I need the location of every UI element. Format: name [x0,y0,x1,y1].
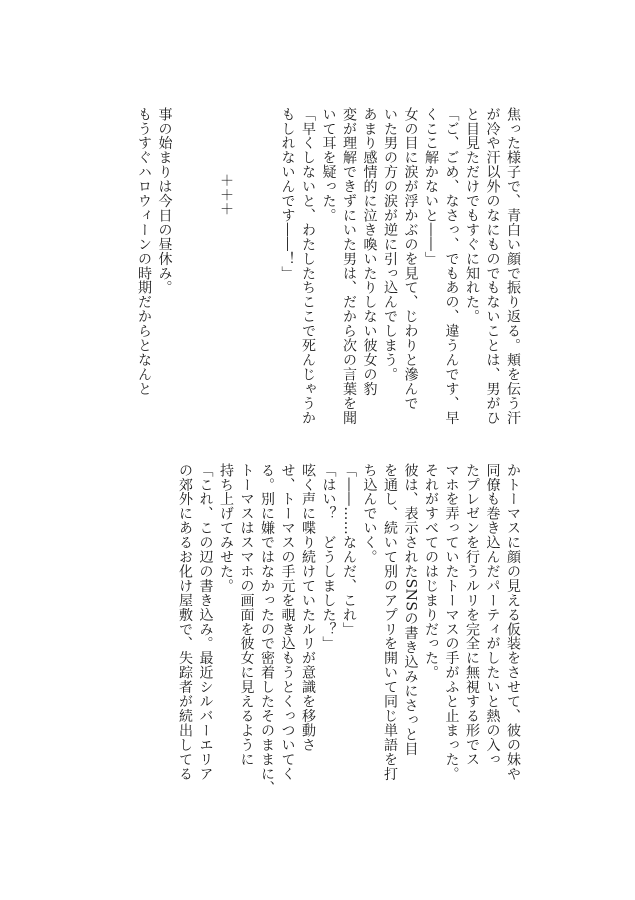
text-line: かトーマスに顔の見える仮装をさせて、彼の妹や [505,463,521,781]
text-line: 彼は、表示されたSNSの書き込みにさっと目 [402,463,419,756]
text-line: 呟く声に喋り続けていたルリが意識を移動さ [300,463,316,752]
text-line: せ、トーマスの手元を覗き込もうとくっついてく [279,463,296,781]
text-line: トーマスはスマホの画面を彼女に見えるように [238,463,255,767]
text-line: ち込んでいく。 [361,463,378,565]
text-line: マホを弄っていたトーマスの手がふと止まった。 [443,463,460,781]
text-line: 持ち上げてみせた。 [218,463,234,594]
blank-line [236,107,257,439]
text-line: あまり感情的に泣き喚いたりしない彼女の豹 [361,107,378,396]
text-line: 「――……なんだ、これ」 [341,463,357,637]
text-line: 「これ、この辺の書き込み。最近シルバーエリア [197,463,214,781]
text-line: くここ解かないと――」 [423,107,439,266]
text-line: 焦った様子で、青白い顔で振り返る。頬を伝う汗 [505,107,521,425]
text-line: もしれないんです――！」 [279,107,296,281]
text-line: 「ご、ごめ、なさっ、でもあの、違うんです、早 [443,107,460,425]
text-line: たプレゼンを行うルリを完全に無視する形でス [464,463,480,767]
text-line: いて耳を疑った。 [320,107,337,223]
text-line: る。別に嫌ではなかったので密着したそのままに、 [259,463,275,796]
upper-text-block [134,107,524,439]
text-line: 「はい？ どうしました？」 [320,463,337,651]
lower-text-block [175,463,524,795]
text-line: 「早くしないと、わたしたちここで死んじゃうか [300,107,316,425]
text-line: の郊外にあるお化け屋敷で、失踪者が続出してる [177,463,193,781]
text-line: を通し、続いて別のアプリを開いて同じ単語を打 [382,463,398,781]
text-line: 事の始まりは今日の昼休み。 [156,107,173,295]
blank-line [195,107,216,439]
text-line: 同僚も巻き込んだパーティがしたいと熱の入っ [484,463,501,767]
blank-line [175,107,196,439]
blank-line [257,107,278,439]
text-line: 変が理解できずにいた男は、だから次の言葉を聞 [341,107,357,425]
text-line: と目見ただけでもすぐに知れた。 [464,107,480,324]
scene-break: ＋＋＋ [218,173,234,217]
text-line: 女の目に涙が浮かぶのを見て、じわりと滲んで [402,107,419,411]
text-line: いた男の方の涙が逆に引っ込んでしまう。 [382,107,398,382]
text-line: それがすべてのはじまりだった。 [423,463,439,680]
text-line: もうすぐハロウィーンの時期だからとなんと [136,107,152,396]
text-line: が冷や汗以外のなにものでもないことは、男がひ [484,107,501,425]
